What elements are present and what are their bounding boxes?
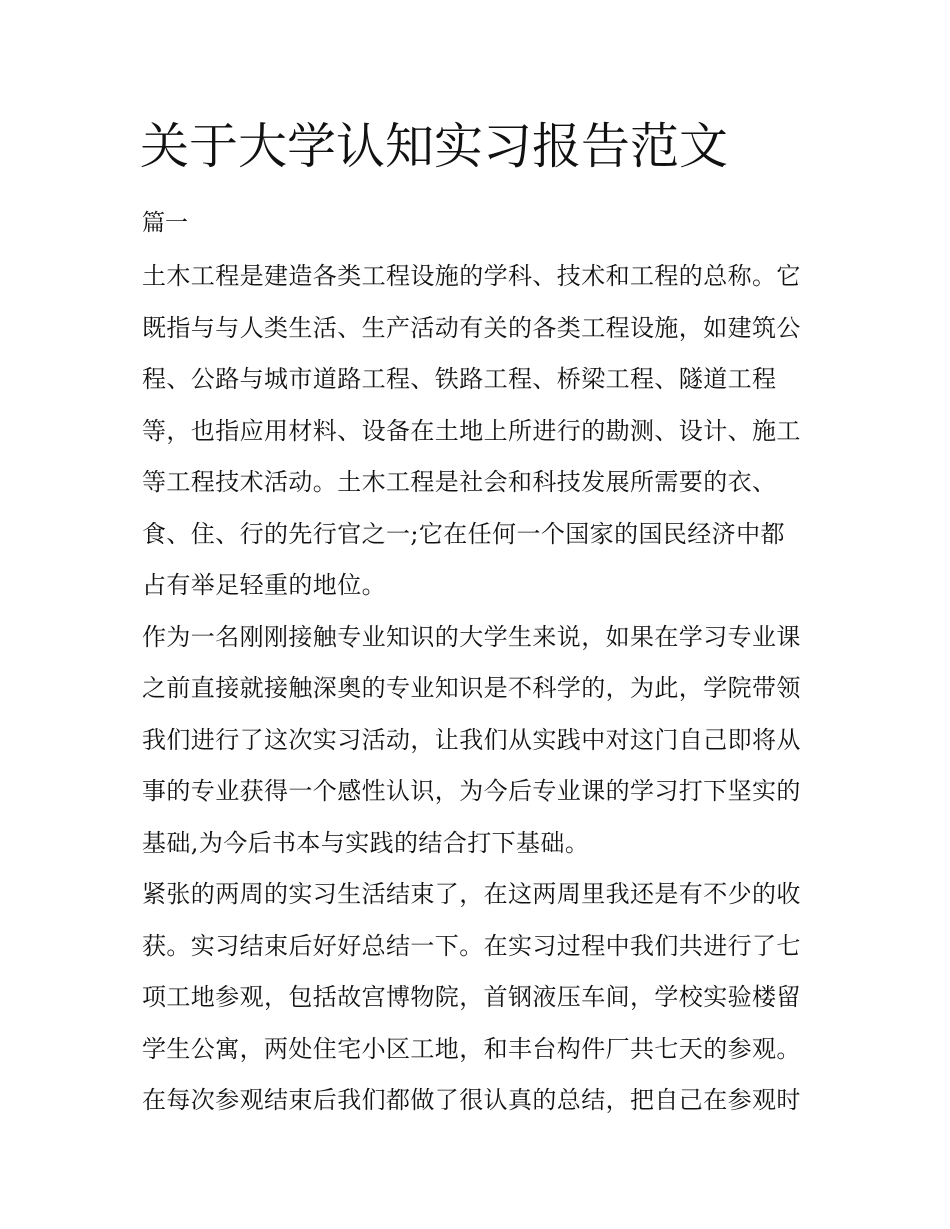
text-line: 获。实习结束后好好总结一下。在实习过程中我们共进行了七 xyxy=(142,931,801,960)
text-line: 基础,为今后书本与实践的结合打下基础。 xyxy=(142,828,590,857)
document-title: 关于大学认知实习报告范文 xyxy=(140,118,729,175)
text-line: 学生公寓，两处住宅小区工地，和丰台构件厂共七天的参观。 xyxy=(142,1034,801,1063)
text-line: 程、公路与城市道路工程、铁路工程、桥梁工程、隧道工程 xyxy=(142,365,777,393)
text-line: 占有举足轻重的地位。 xyxy=(142,571,386,599)
text-line: 紧张的两周的实习生活结束了，在这两周里我还是有不少的收 xyxy=(142,880,801,908)
text-line: 等，也指应用材料、设备在土地上所进行的勘测、设计、施工 xyxy=(142,416,801,445)
text-line: 事的专业获得一个感性认识，为今后专业课的学习打下坚实的 xyxy=(142,777,801,805)
text-line: 食、住、行的先行官之一;它在任何一个国家的国民经济中都 xyxy=(142,519,785,548)
text-line: 作为一名刚刚接触专业知识的大学生来说，如果在学习专业课 xyxy=(142,622,801,651)
text-line: 土木工程是建造各类工程设施的学科、技术和工程的总称。它 xyxy=(142,262,801,290)
text-line: 既指与与人类生活、生产活动有关的各类工程设施，如建筑公 xyxy=(142,313,801,342)
section-label: 篇一 xyxy=(142,210,188,236)
text-line: 之前直接就接触深奥的专业知识是不科学的，为此，学院带领 xyxy=(142,674,801,702)
text-line: 在每次参观结束后我们都做了很认真的总结，把自己在参观时 xyxy=(142,1086,801,1114)
text-line: 等工程技术活动。土木工程是社会和科技发展所需要的衣、 xyxy=(142,468,777,496)
text-line: 我们进行了这次实习活动，让我们从实践中对这门自己即将从 xyxy=(142,725,801,754)
document-body xyxy=(142,251,822,1127)
text-line: 项工地参观，包括故宫博物院，首钢液压车间，学校实验楼留 xyxy=(142,983,801,1011)
